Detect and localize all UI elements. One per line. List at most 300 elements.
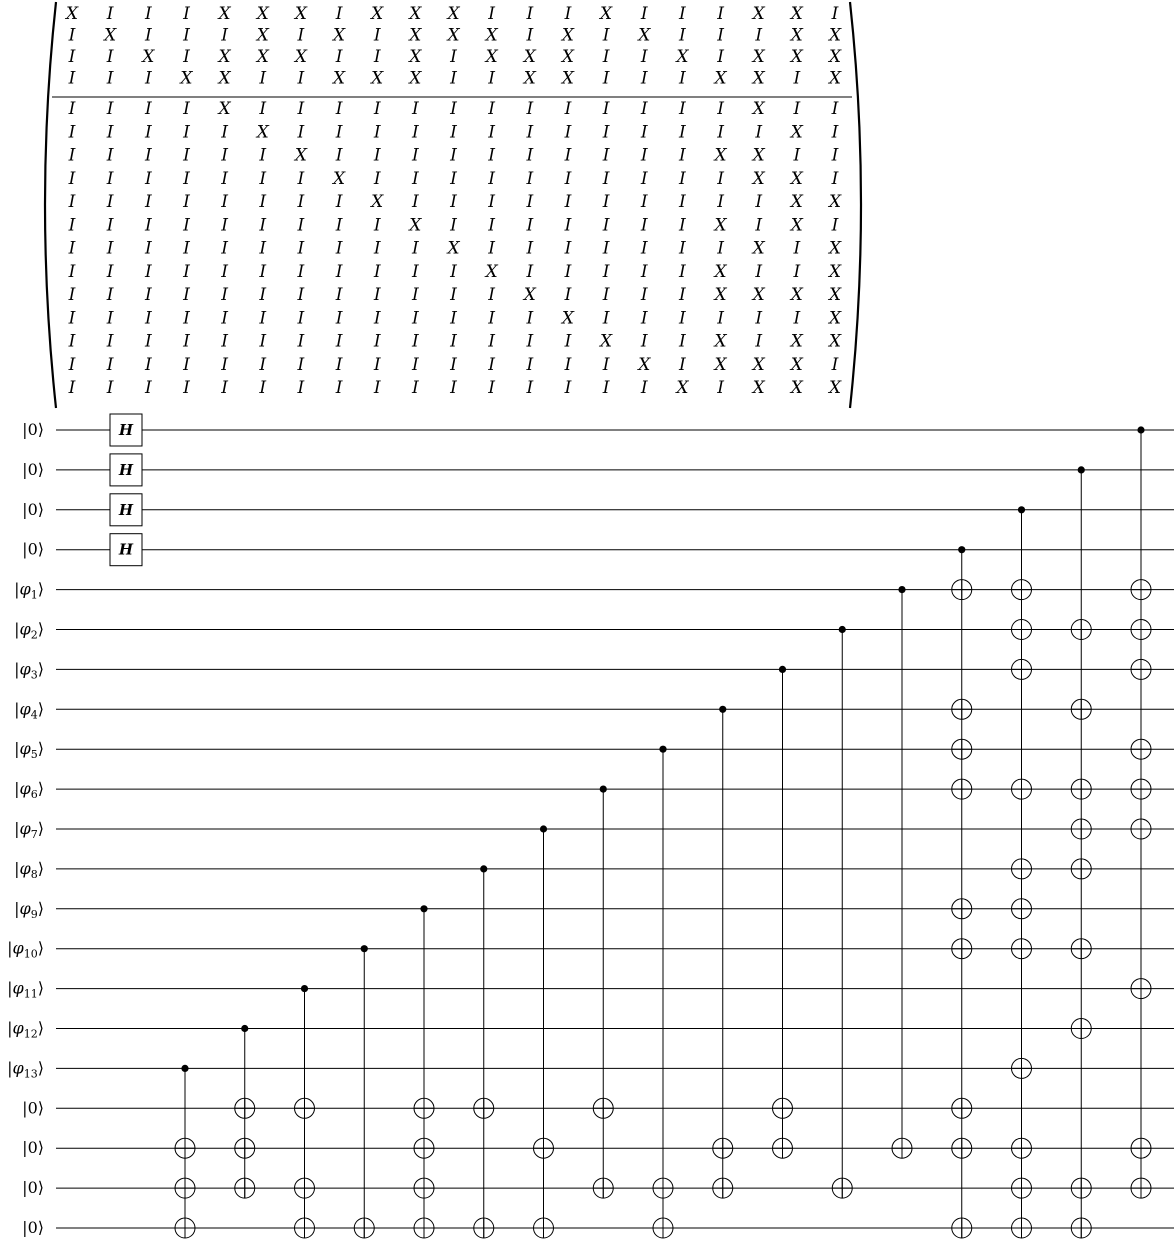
matrix-cell: I xyxy=(564,378,572,398)
matrix-cell: I xyxy=(488,331,496,352)
matrix-cell: I xyxy=(411,99,419,119)
target-oplus xyxy=(1071,1019,1091,1039)
matrix-cell: I xyxy=(717,4,724,24)
matrix-cell: I xyxy=(526,168,534,189)
matrix-cell: I xyxy=(640,378,648,398)
target-oplus xyxy=(1131,1138,1151,1158)
matrix-cell: I xyxy=(297,99,305,119)
matrix-cell: I xyxy=(411,308,419,329)
matrix-cell: X xyxy=(790,168,803,189)
matrix-cell: I xyxy=(259,145,267,166)
qubit-label: $|\varphi_{10}⟩$ xyxy=(7,938,44,961)
matrix-cell: I xyxy=(450,215,457,236)
matrix-cell: I xyxy=(183,4,190,24)
matrix-cell: X xyxy=(752,285,765,305)
control-dot xyxy=(301,985,308,992)
matrix-cell: I xyxy=(259,261,267,282)
matrix-cell: I xyxy=(335,378,343,398)
matrix-cell: I xyxy=(144,238,152,259)
cnot-gate xyxy=(832,626,852,1198)
matrix-cell: X xyxy=(714,215,727,236)
matrix-cell: I xyxy=(221,215,228,236)
matrix-cell: I xyxy=(793,99,801,119)
matrix-cell: I xyxy=(755,215,763,236)
matrix-cell: I xyxy=(793,308,801,329)
matrix-cell: I xyxy=(183,308,190,329)
matrix-cell: I xyxy=(221,145,228,166)
matrix-cell: I xyxy=(526,215,534,236)
matrix-cell: I xyxy=(297,285,305,305)
matrix-cell: X xyxy=(638,25,651,46)
matrix-cell: I xyxy=(640,192,648,212)
matrix-cell: I xyxy=(144,99,152,119)
control-dot xyxy=(1018,506,1025,513)
matrix-cell: I xyxy=(831,168,839,189)
target-oplus xyxy=(1012,1218,1032,1238)
qubit-label: $|\varphi_5⟩$ xyxy=(14,739,44,762)
target-oplus xyxy=(1012,659,1032,679)
matrix-cell: X xyxy=(371,68,384,89)
target-oplus xyxy=(952,699,972,719)
qubit-label: $|\varphi_{13}⟩$ xyxy=(7,1058,44,1081)
matrix-cells xyxy=(64,4,842,398)
matrix-cell: I xyxy=(679,285,686,305)
matrix-cell: I xyxy=(640,308,648,329)
matrix-cell: I xyxy=(564,192,572,212)
cnot-gate xyxy=(235,1025,255,1198)
matrix-cell: X xyxy=(600,4,613,24)
target-oplus xyxy=(593,1178,613,1198)
matrix-cell: I xyxy=(526,378,534,398)
matrix-cell: I xyxy=(488,378,496,398)
matrix-cell: I xyxy=(717,238,724,259)
cnot-gate xyxy=(474,865,494,1238)
hadamard-gate xyxy=(110,494,142,526)
cnot-gate xyxy=(1012,506,1032,1238)
control-dot xyxy=(958,546,965,553)
matrix-cell: I xyxy=(450,308,457,329)
qubit-label: |0⟩ xyxy=(22,1098,44,1118)
matrix-cell: I xyxy=(640,4,648,24)
matrix-cell: I xyxy=(144,145,152,166)
matrix-cell: I xyxy=(488,308,496,329)
cnot-gate xyxy=(175,1065,195,1238)
qubit-label: $|\varphi_{11}⟩$ xyxy=(7,978,44,1001)
matrix-cell: I xyxy=(602,378,610,398)
matrix-cell: I xyxy=(297,192,305,212)
matrix-cell: I xyxy=(831,354,839,375)
control-dot xyxy=(1078,466,1085,473)
control-dot xyxy=(898,586,905,593)
target-oplus xyxy=(295,1178,315,1198)
qubit-labels xyxy=(7,420,44,1237)
matrix-cell: X xyxy=(256,122,269,143)
matrix-cell: I xyxy=(602,192,610,212)
matrix-cell: I xyxy=(183,261,190,282)
target-oplus xyxy=(952,1218,972,1238)
matrix-cell: I xyxy=(679,99,686,119)
matrix-cell: I xyxy=(450,354,457,375)
matrix-cell: I xyxy=(106,354,114,375)
matrix-cell: I xyxy=(68,261,76,282)
matrix-cell: I xyxy=(183,122,190,143)
matrix-cell: I xyxy=(144,308,152,329)
matrix-cell: I xyxy=(259,285,267,305)
matrix-cell: X xyxy=(104,25,117,46)
matrix-cell: I xyxy=(526,4,534,24)
matrix-cell: I xyxy=(717,99,724,119)
matrix-cell: I xyxy=(144,25,152,46)
matrix-cell: I xyxy=(183,99,190,119)
matrix-cell: I xyxy=(450,261,457,282)
matrix-cell: I xyxy=(564,354,572,375)
matrix-cell: X xyxy=(256,4,269,24)
matrix-cell: X xyxy=(790,47,803,67)
matrix-cell: I xyxy=(297,168,305,189)
matrix-cell: X xyxy=(828,25,842,46)
target-oplus xyxy=(235,1098,255,1118)
matrix-cell: I xyxy=(793,261,801,282)
matrix-cell: I xyxy=(640,47,648,67)
matrix-cell: I xyxy=(831,145,839,166)
matrix-cell: I xyxy=(68,122,76,143)
matrix-cell: I xyxy=(373,47,381,67)
matrix-cell: I xyxy=(221,122,228,143)
matrix-cell: I xyxy=(68,285,76,305)
matrix-cell: I xyxy=(335,354,343,375)
target-oplus xyxy=(713,1178,733,1198)
matrix-cell: I xyxy=(679,215,686,236)
matrix-cell: I xyxy=(564,99,572,119)
matrix-cell: I xyxy=(679,192,686,212)
matrix-cell: I xyxy=(450,122,457,143)
cnot-gate xyxy=(653,746,673,1238)
stabilizer-matrix xyxy=(45,2,861,408)
qubit-label: $|\varphi_6⟩$ xyxy=(14,779,44,802)
target-oplus xyxy=(1012,859,1032,879)
matrix-cell: X xyxy=(752,99,765,119)
matrix-cell: I xyxy=(526,308,534,329)
matrix-cell: I xyxy=(602,261,610,282)
matrix-cell: I xyxy=(221,354,228,375)
matrix-cell: I xyxy=(679,68,686,89)
matrix-cell: X xyxy=(409,215,422,236)
hadamard-gate-label: H xyxy=(118,460,134,479)
matrix-cell: I xyxy=(221,378,228,398)
hadamard-gate-label: H xyxy=(118,500,134,519)
control-dot xyxy=(480,865,487,872)
matrix-cell: X xyxy=(714,354,727,375)
matrix-cell: I xyxy=(564,4,572,24)
matrix-cell: I xyxy=(564,122,572,143)
matrix-cell: I xyxy=(259,192,267,212)
matrix-cell: I xyxy=(640,99,648,119)
matrix-cell: I xyxy=(144,122,152,143)
matrix-cell: I xyxy=(68,25,76,46)
matrix-cell: I xyxy=(602,99,610,119)
qubit-label: |0⟩ xyxy=(22,539,44,559)
matrix-cell: I xyxy=(526,261,534,282)
matrix-cell: I xyxy=(602,285,610,305)
target-oplus xyxy=(295,1098,315,1118)
matrix-cell: I xyxy=(564,285,572,305)
target-oplus xyxy=(1012,620,1032,640)
matrix-cell: I xyxy=(831,215,839,236)
matrix-cell: I xyxy=(144,192,152,212)
target-oplus xyxy=(952,939,972,959)
matrix-cell: I xyxy=(488,99,496,119)
matrix-cell: X xyxy=(523,47,536,67)
matrix-cell: X xyxy=(485,25,498,46)
target-oplus xyxy=(235,1138,255,1158)
qubit-label: $|\varphi_2⟩$ xyxy=(14,619,44,642)
matrix-cell: I xyxy=(106,145,114,166)
matrix-cell: I xyxy=(373,261,381,282)
matrix-cell: I xyxy=(297,331,305,352)
matrix-cell: I xyxy=(450,47,457,67)
target-oplus xyxy=(354,1218,374,1238)
matrix-cell: I xyxy=(755,331,763,352)
matrix-cell: I xyxy=(144,215,152,236)
matrix-cell: X xyxy=(409,25,422,46)
target-oplus xyxy=(1131,979,1151,999)
matrix-cell: X xyxy=(790,354,803,375)
matrix-cell: I xyxy=(373,308,381,329)
qubit-label: $|\varphi_7⟩$ xyxy=(14,819,44,841)
cnot-gate xyxy=(534,825,554,1238)
matrix-cell: X xyxy=(371,4,384,24)
matrix-cell: I xyxy=(106,4,114,24)
matrix-cell: I xyxy=(755,25,763,46)
matrix-cell: I xyxy=(526,238,534,259)
target-oplus xyxy=(1012,1178,1032,1198)
matrix-cell: I xyxy=(526,192,534,212)
matrix-cell: X xyxy=(790,4,803,24)
qubit-label: $|\varphi_1⟩$ xyxy=(14,579,44,602)
matrix-cell: X xyxy=(600,331,613,352)
matrix-cell: I xyxy=(183,378,190,398)
matrix-cell: X xyxy=(561,68,575,89)
matrix-cell: I xyxy=(259,168,267,189)
matrix-cell: I xyxy=(831,122,839,143)
matrix-cell: I xyxy=(335,215,343,236)
target-oplus xyxy=(414,1178,434,1198)
qubit-label: $|\varphi_4⟩$ xyxy=(14,699,44,722)
matrix-cell: X xyxy=(561,308,575,329)
qubit-label: |0⟩ xyxy=(22,459,44,479)
matrix-cell: I xyxy=(68,238,76,259)
matrix-cell: I xyxy=(602,308,610,329)
target-oplus xyxy=(414,1138,434,1158)
cnot-gate xyxy=(414,905,434,1238)
matrix-cell: I xyxy=(259,308,267,329)
matrix-cell: I xyxy=(297,354,305,375)
target-oplus xyxy=(1131,1178,1151,1198)
matrix-cell: I xyxy=(259,68,267,89)
matrix-cell: I xyxy=(335,261,343,282)
matrix-cell: X xyxy=(752,378,765,398)
matrix-cell: X xyxy=(676,47,689,67)
matrix-cell: I xyxy=(183,168,190,189)
matrix-cell: X xyxy=(332,168,346,189)
matrix-cell: X xyxy=(218,68,231,89)
matrix-cell: X xyxy=(332,25,346,46)
matrix-cell: I xyxy=(68,68,76,89)
matrix-cell: I xyxy=(602,47,610,67)
matrix-cell: I xyxy=(144,261,152,282)
matrix-cell: X xyxy=(828,192,842,212)
matrix-cell: I xyxy=(373,215,381,236)
matrix-cell: I xyxy=(106,122,114,143)
matrix-cell: I xyxy=(640,122,648,143)
target-oplus xyxy=(952,1098,972,1118)
hadamard-gate xyxy=(110,414,142,446)
matrix-cell: I xyxy=(679,122,686,143)
matrix-cell: I xyxy=(602,122,610,143)
matrix-cell: X xyxy=(714,145,727,166)
matrix-cell: I xyxy=(564,261,572,282)
matrix-cell: I xyxy=(106,215,114,236)
matrix-cell: I xyxy=(335,331,343,352)
matrix-cell: I xyxy=(68,378,76,398)
target-oplus xyxy=(1012,899,1032,919)
cnot-gate xyxy=(773,666,793,1158)
matrix-cell: I xyxy=(488,122,496,143)
matrix-cell: I xyxy=(755,122,763,143)
matrix-cell: X xyxy=(790,378,803,398)
control-dot xyxy=(839,626,846,633)
matrix-cell: X xyxy=(790,331,803,352)
target-oplus xyxy=(1071,1218,1091,1238)
matrix-cell: X xyxy=(752,354,765,375)
target-oplus xyxy=(653,1218,673,1238)
matrix-cell: I xyxy=(450,192,457,212)
matrix-cell: I xyxy=(259,99,267,119)
matrix-cell: I xyxy=(411,331,419,352)
target-oplus xyxy=(1012,580,1032,600)
matrix-cell: X xyxy=(256,25,269,46)
matrix-cell: X xyxy=(485,47,498,67)
target-oplus xyxy=(653,1178,673,1198)
matrix-cell: X xyxy=(828,285,842,305)
matrix-cell: X xyxy=(828,378,842,398)
matrix-cell: I xyxy=(450,378,457,398)
control-dot xyxy=(241,1025,248,1032)
matrix-cell: X xyxy=(332,68,346,89)
qubit-label: |0⟩ xyxy=(22,1218,44,1237)
matrix-cell: I xyxy=(183,354,190,375)
matrix-cell: I xyxy=(373,285,381,305)
matrix-cell: I xyxy=(564,145,572,166)
matrix-cell: I xyxy=(183,145,190,166)
cnot-gate xyxy=(713,706,733,1198)
matrix-cell: I xyxy=(526,99,534,119)
target-oplus xyxy=(534,1218,554,1238)
matrix-cell: I xyxy=(488,168,496,189)
matrix-cell: X xyxy=(409,47,422,67)
hadamard-gates xyxy=(110,414,142,566)
matrix-cell: I xyxy=(144,378,152,398)
target-oplus xyxy=(713,1138,733,1158)
matrix-cell: I xyxy=(68,99,76,119)
target-oplus xyxy=(952,1138,972,1158)
matrix-cell: I xyxy=(411,122,419,143)
target-oplus xyxy=(1071,819,1091,839)
target-oplus xyxy=(892,1138,912,1158)
matrix-cell: I xyxy=(450,331,457,352)
matrix-cell: I xyxy=(526,25,534,46)
matrix-cell: I xyxy=(488,192,496,212)
matrix-cell: I xyxy=(488,68,496,89)
matrix-right-paren xyxy=(850,2,861,408)
matrix-cell: I xyxy=(259,238,267,259)
target-oplus xyxy=(474,1218,494,1238)
target-oplus xyxy=(1131,580,1151,600)
matrix-cell: I xyxy=(640,261,648,282)
matrix-cell: I xyxy=(106,168,114,189)
matrix-cell: I xyxy=(68,192,76,212)
matrix-cell: I xyxy=(488,4,496,24)
matrix-cell: I xyxy=(335,238,343,259)
matrix-cell: I xyxy=(335,145,343,166)
matrix-cell: I xyxy=(183,285,190,305)
target-oplus xyxy=(534,1138,554,1158)
cnot-gate xyxy=(1071,466,1091,1238)
matrix-cell: I xyxy=(411,378,419,398)
matrix-cell: I xyxy=(831,4,839,24)
matrix-cell: I xyxy=(373,378,381,398)
matrix-cell: I xyxy=(106,308,114,329)
matrix-cell: I xyxy=(679,4,686,24)
matrix-cell: I xyxy=(68,145,76,166)
matrix-cell: I xyxy=(526,331,534,352)
matrix-cell: I xyxy=(679,25,686,46)
matrix-cell: I xyxy=(602,238,610,259)
matrix-cell: I xyxy=(411,145,419,166)
matrix-cell: I xyxy=(297,68,305,89)
matrix-cell: I xyxy=(373,122,381,143)
matrix-cell: X xyxy=(752,168,765,189)
matrix-cell: X xyxy=(752,47,765,67)
target-oplus xyxy=(414,1098,434,1118)
circuit-gates xyxy=(175,426,1151,1238)
matrix-cell: I xyxy=(564,168,572,189)
matrix-cell: X xyxy=(676,378,689,398)
matrix-cell: I xyxy=(297,378,305,398)
matrix-cell: I xyxy=(679,145,686,166)
matrix-cell: I xyxy=(335,4,343,24)
matrix-cell: X xyxy=(714,285,727,305)
qubit-label: $|\varphi_3⟩$ xyxy=(14,659,44,682)
qubit-label: |0⟩ xyxy=(22,1178,44,1198)
circuit xyxy=(7,414,1174,1238)
matrix-cell: I xyxy=(68,168,76,189)
control-dot xyxy=(779,666,786,673)
matrix-cell: I xyxy=(717,47,724,67)
matrix-cell: I xyxy=(106,238,114,259)
matrix-cell: I xyxy=(679,261,686,282)
matrix-cell: X xyxy=(371,192,384,212)
matrix-cell: I xyxy=(717,25,724,46)
control-dot xyxy=(1137,426,1144,433)
target-oplus xyxy=(1131,779,1151,799)
hadamard-gate xyxy=(110,454,142,486)
matrix-cell: I xyxy=(602,168,610,189)
matrix-cell: I xyxy=(755,192,763,212)
matrix-cell: X xyxy=(294,4,307,24)
matrix-cell: I xyxy=(602,354,610,375)
hadamard-gate xyxy=(110,534,142,566)
